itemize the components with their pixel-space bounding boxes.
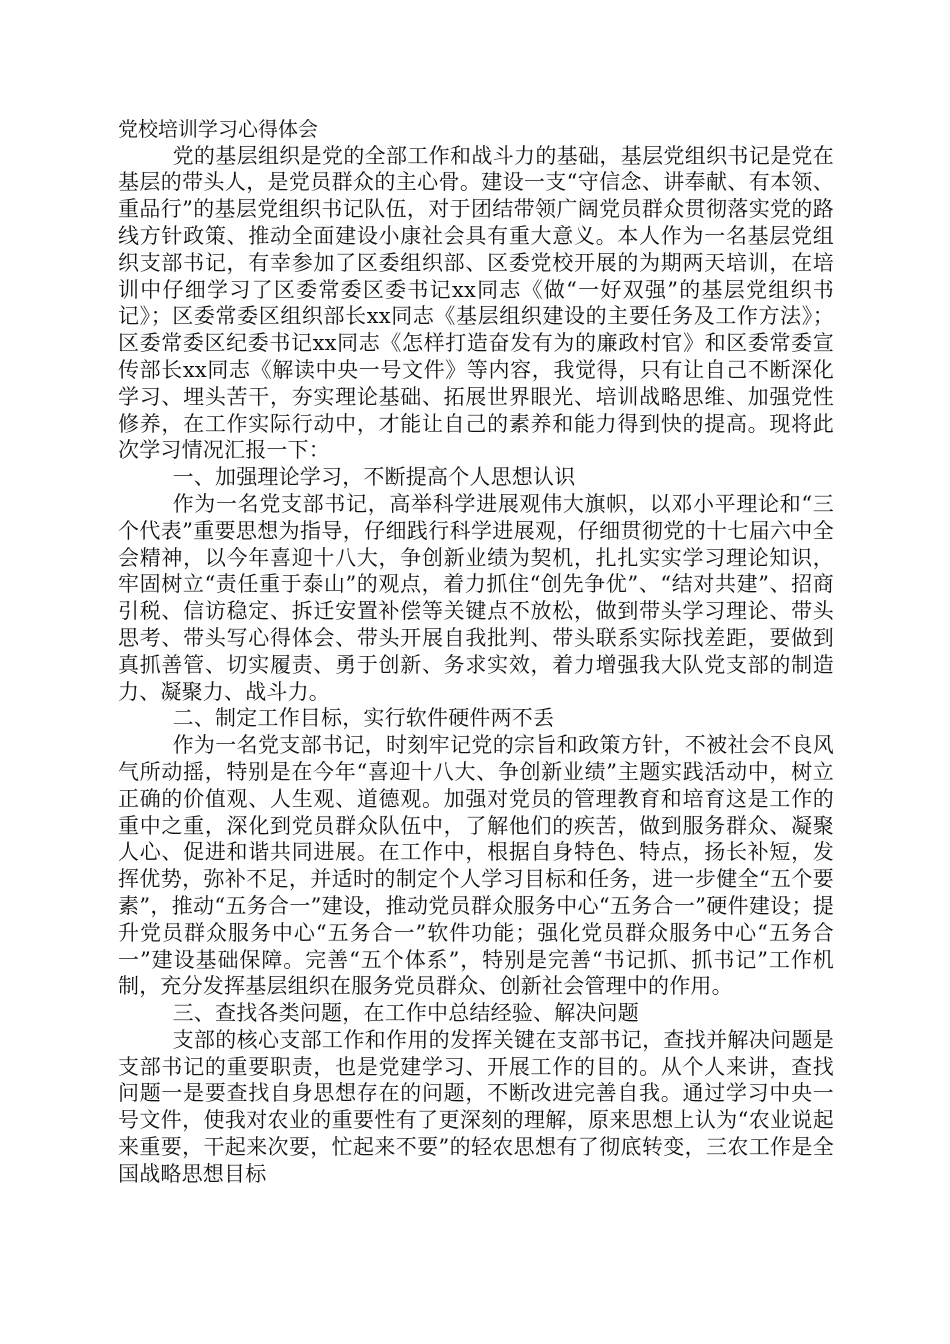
section-heading-2: 二、制定工作目标，实行软件硬件两不丢: [172, 706, 555, 731]
document-page: [118, 116, 834, 1188]
intro-paragraph: 党的基层组织是党的全部工作和战斗力的基础，基层党组织书记是党在基层的带头人，是党员群众的主心骨。建设一支“守信念、讲奉献、有本领、重品行”的基层党组织书记队伍，对于团结带领广阔党员群众贯彻落实党的路线方针政策、推动全面建设小康社会具有重大意义。本人作为一名基层党组织支部书记，有幸参加了区委组织部、区委党校开展的为期两天培训，在培训中仔细学习了区委常委区委书记xx同志《做“一好双强”的基层党组织书记》；区委常委区组织部长xx同志《基层组织建设的主要任务及工作方法》；区委常委区纪委书记xx同志《怎样打造奋发有为的廉政村官》和区委常委宣传部长xx同志《解读中央一号文件》等内容，我觉得，只有让自己不断深化学习、埋头苦干，夯实理论基础、拓展世界眼光、培训战略思维、加强党性修养，在工作实际行动中，才能让自己的素养和能力得到快的提高。现将此次学习情况汇报一下：: [118, 143, 834, 463]
section-2-paragraph: 作为一名党支部书记，时刻牢记党的宗旨和政策方针，不被社会不良风气所动摇，特别是在今年“喜迎十八大、争创新业绩”主题实践活动中，树立正确的价值观、人生观、道德观。加强对党员的管理教育和培育这是工作的重中之重，深化到党员群众队伍中，了解他们的疾苦，做到服务群众、凝聚人心、促进和谐共同进展。在工作中，根据自身特色、特点，扬长补短，发挥优势，弥补不足，并适时的制定个人学习目标和任务，进一步健全“五个要素”，推动“五务合一”建设，推动党员群众服务中心“五务合一”硬件建设；提升党员群众服务中心“五务合一”软件功能；强化党员群众服务中心“五务合一”建设基础保障。完善“五个体系”，特别是完善“书记抓、抓书记”工作机制，充分发挥基层组织在服务党员群众、创新社会管理中的作用。: [118, 733, 834, 999]
section-1-paragraph: 作为一名党支部书记，高举科学进展观伟大旗帜，以邓小平理论和“三个代表”重要思想为指导，仔细践行科学进展观，仔细贯彻党的十七届六中全会精神，以今年喜迎十八大，争创新业绩为契机，扎扎实实学习理论知识，牢固树立“责任重于泰山”的观点，着力抓住“创先争优”、“结对共建”、招商引税、信访稳定、拆迁安置补偿等关键点不放松，做到带头学习理论、带头思考、带头写心得体会、带头开展自我批判、带头联系实际找差距，要做到真抓善管、切实履责、勇于创新、务求实效，着力增强我大队党支部的制造力、凝聚力、战斗力。: [118, 491, 834, 704]
document-title: 党校培训学习心得体会: [118, 117, 318, 141]
section-3-paragraph: 支部的核心支部工作和作用的发挥关键在支部书记，查找并解决问题是支部书记的重要职责，也是党建学习、开展工作的目的。从个人来讲，查找问题一是要查找自身思想存在的问题，不断改进完善自我。通过学习中央一号文件，使我对农业的重要性有了更深刻的理解，原来思想上认为“农业说起来重要，干起来次要，忙起来不要”的轻农思想有了彻底转变，三农工作是全国战略思想目标: [118, 1027, 834, 1186]
section-heading-3: 三、查找各类问题，在工作中总结经验、解决问题: [172, 1001, 639, 1026]
section-heading-1: 一、加强理论学习，不断提高个人思想认识: [172, 465, 576, 490]
